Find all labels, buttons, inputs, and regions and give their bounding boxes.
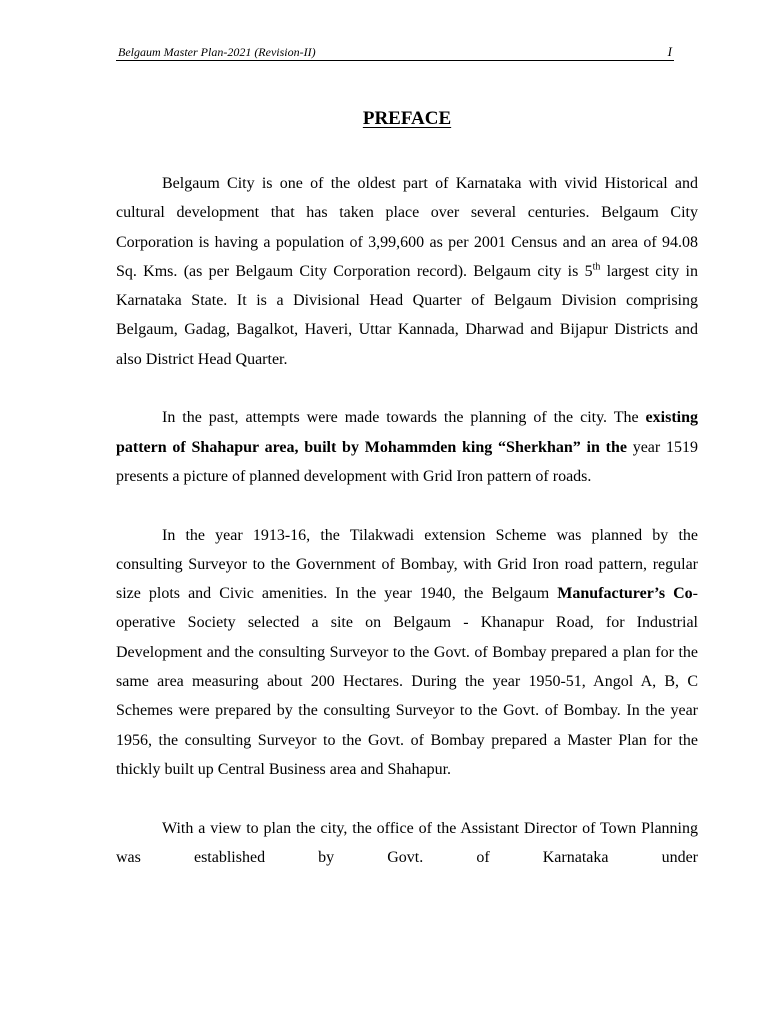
header-title: Belgaum Master Plan-2021 (Revision-II) (118, 45, 316, 59)
page-title: PREFACE (362, 108, 452, 129)
paragraph-1-text-b: largest city in Karnataka State. It is a Divisional Head Quarter of Belgaum Division comprising Belgaum, Gadag, Bagalkot, Haveri, Uttar Kannada, Dharwad and Bijapur Districts and also District Head Quarter. (116, 262, 698, 368)
paragraph-3-bold-run: Manufacturer’s Co (557, 585, 693, 603)
header-page-number: I (667, 44, 672, 59)
paragraph-2 (116, 403, 698, 491)
paragraph-4 (116, 814, 698, 873)
paragraph-3-text-b: -operative Society selected a site on Belgaum - Khanapur Road, for Industrial Development and the consulting Surveyor to the Govt. of Bombay prepared a plan for the same area measuring about 200 Hectares. During the year 1950-51, Angol A, B, C Schemes were prepared by the consulting Surveyor to the Govt. of Bombay. In the year 1956, the consulting Surveyor to the Govt. of Bombay prepared a Master Plan for the thickly built up Central Business area and Shahapur. (116, 585, 698, 778)
paragraph-4-text: With a view to plan the city, the office of the Assistant Director of Town Planning was established by Govt. of Karnataka under (116, 819, 698, 866)
paragraph-2-text-a: In the past, attempts were made towards the planning of the city. The (162, 409, 646, 427)
ordinal-superscript: th (592, 261, 601, 273)
paragraph-3-text-a: In the year 1913-16, the Tilakwadi extension Scheme was planned by the consulting Surveyor to the Government of Bombay, with Grid Iron road pattern, regular size plots and Civic amenities. In the year 1940, the Belgaum (116, 526, 698, 603)
paragraph-2-text-b: year 1519 presents a picture of planned development with Grid Iron pattern of roads. (116, 438, 698, 485)
paragraph-2-bold-run: existing pattern of Shahapur area, built by Mohammden king “Sherkhan” in the (116, 409, 698, 456)
running-header (116, 44, 674, 61)
paragraph-1 (116, 169, 698, 374)
paragraph-3 (116, 521, 698, 785)
document-body (116, 169, 698, 872)
paragraph-1-text-a: Belgaum City is one of the oldest part of Karnataka with vivid Historical and cultural development that has taken place over several centuries. Belgaum City Corporation is having a population of 3,99,600 as per 2001 Census and an area of 94.08 Sq. Kms. (as per Belgaum City Corporation record). Belgaum city is 5 (116, 175, 698, 280)
